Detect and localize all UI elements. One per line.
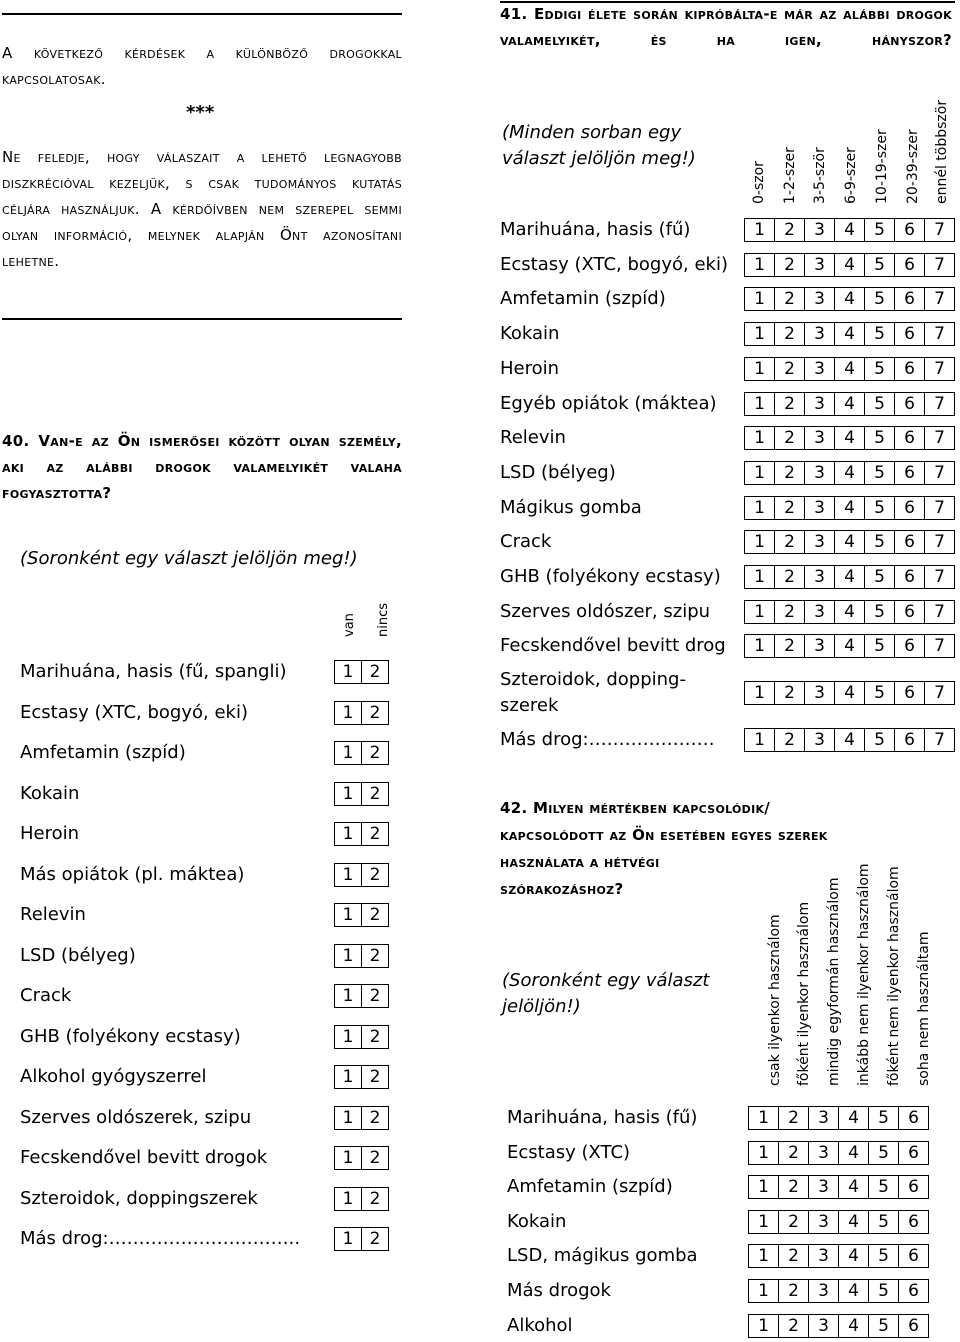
q40-row-label: Crack: [20, 985, 72, 1006]
q41-answer-boxes: [745, 357, 955, 381]
q40-row-label: Szerves oldószerek, szipu: [20, 1106, 252, 1128]
q41-option-box[interactable]: 3: [804, 426, 835, 450]
q41-option-box[interactable]: 6: [894, 218, 925, 242]
q41-option-box[interactable]: 1: [744, 634, 775, 658]
q42-option-box[interactable]: 1: [748, 1314, 779, 1338]
q40-option-box[interactable]: 1: [334, 984, 362, 1008]
q41-option-box[interactable]: 1: [744, 287, 775, 311]
q42-col-header: inkább nem ilyenkor használom: [856, 863, 872, 1086]
q41-option-box[interactable]: 6: [894, 426, 925, 450]
q40-row-label: Alkohol gyógyszerrel: [20, 1066, 207, 1087]
q40-option-box[interactable]: 1: [334, 822, 362, 846]
q40-row-label: Fecskendővel bevitt drogok: [20, 1147, 268, 1168]
q41-option-box[interactable]: 4: [834, 634, 865, 658]
q42-option-box[interactable]: 6: [898, 1314, 929, 1338]
q40-answer-boxes: [335, 944, 389, 968]
intro-heading: A következő kérdések a különböző drogokkal kapcsolatosak.: [2, 44, 402, 88]
q41-option-box[interactable]: 6: [894, 565, 925, 589]
q41-option-box[interactable]: 1: [744, 392, 775, 416]
q41-answer-boxes: [745, 392, 955, 416]
q41-option-box[interactable]: 2: [774, 728, 805, 752]
q42-option-box[interactable]: 1: [748, 1244, 779, 1268]
q42-option-box[interactable]: 2: [778, 1279, 809, 1303]
q42-option-box[interactable]: 6: [898, 1210, 929, 1234]
q41-option-box[interactable]: 4: [834, 530, 865, 554]
q40-answer-boxes: [335, 782, 389, 806]
q41-option-box[interactable]: 7: [924, 322, 955, 346]
q42-option-box[interactable]: 3: [808, 1279, 839, 1303]
q41-option-box[interactable]: 7: [924, 357, 955, 381]
q40-column-headers: [330, 595, 400, 637]
q40-answer-boxes: [335, 863, 389, 887]
q40-answer-boxes: [335, 701, 389, 725]
q41-row-label: Heroin: [500, 357, 560, 379]
q41-answer-boxes: [745, 681, 955, 705]
q42-answer-boxes: [749, 1210, 929, 1234]
privacy-notice: Ne feledje, hogy válaszait a lehető legnagyobb diszkrécióval kezeljük, s csak tudományos kutatás céljára használjuk. A kérdőívben nem szerepel semmi olyan információ, melynek alapján Önt azonosítani lehetne.: [2, 148, 402, 270]
q41-option-box[interactable]: 2: [774, 461, 805, 485]
q41-option-box[interactable]: 7: [924, 600, 955, 624]
q40-number: 40.: [2, 432, 30, 450]
q42-answer-boxes: [749, 1314, 929, 1338]
q42-instruction-line-2: jelöljön!): [502, 996, 581, 1017]
q40-text: Van-e az Ön ismerősei között olyan személy, aki az alábbi drogok valamelyikét valaha fogyasztotta?: [2, 432, 402, 502]
q40-row-label: GHB (folyékony ecstasy): [20, 1025, 241, 1047]
q42-option-box[interactable]: 4: [838, 1141, 869, 1165]
q41-option-box[interactable]: 2: [774, 357, 805, 381]
q41-option-box[interactable]: 6: [894, 461, 925, 485]
q40-row-label: Marihuána, hasis (fű, spangli): [20, 661, 287, 682]
q42-option-box[interactable]: 5: [868, 1314, 899, 1338]
q41-option-box[interactable]: 1: [744, 565, 775, 589]
q40-row-label: Ecstasy (XTC, bogyó, eki): [20, 701, 248, 723]
q41-option-box[interactable]: 1: [744, 357, 775, 381]
q41-option-box[interactable]: 5: [864, 728, 895, 752]
q42-option-box[interactable]: 3: [808, 1244, 839, 1268]
q41-option-box[interactable]: 6: [894, 728, 925, 752]
q41-option-box[interactable]: 7: [924, 530, 955, 554]
q40-option-box[interactable]: 2: [361, 822, 389, 846]
q41-option-box[interactable]: 6: [894, 600, 925, 624]
q42-line-1: Milyen mértékben kapcsolódik/: [533, 799, 771, 817]
q41-option-box[interactable]: 4: [834, 392, 865, 416]
q40-option-box[interactable]: 2: [361, 1025, 389, 1049]
top-rule-left: [2, 13, 402, 15]
q41-option-box[interactable]: 5: [864, 253, 895, 277]
q42-option-box[interactable]: 2: [778, 1175, 809, 1199]
q41-option-box[interactable]: 7: [924, 496, 955, 520]
q41-row-label: Crack: [500, 531, 552, 553]
q42-option-box[interactable]: 5: [868, 1141, 899, 1165]
q41-option-box[interactable]: 5: [864, 634, 895, 658]
q42-option-box[interactable]: 6: [898, 1244, 929, 1268]
q41-option-box[interactable]: 6: [894, 392, 925, 416]
q41-option-box[interactable]: 1: [744, 461, 775, 485]
q40-answer-boxes: [335, 741, 389, 765]
q41-option-box[interactable]: 7: [924, 565, 955, 589]
q42-option-box[interactable]: 1: [748, 1175, 779, 1199]
q40-option-box[interactable]: 2: [361, 1106, 389, 1130]
q41-answer-boxes: [745, 218, 955, 242]
q40-answer-boxes: [335, 660, 389, 684]
q41-option-box[interactable]: 5: [864, 600, 895, 624]
q41-option-box[interactable]: 7: [924, 681, 955, 705]
q42-row-label: Más drogok: [507, 1280, 611, 1301]
q41-col-header: 6-9-szer: [843, 147, 859, 204]
q42-option-box[interactable]: 3: [808, 1210, 839, 1234]
q42-option-box[interactable]: 5: [868, 1244, 899, 1268]
q41-answer-boxes: [745, 287, 955, 311]
q40-option-box[interactable]: 1: [334, 1187, 362, 1211]
q40-option-box[interactable]: 2: [361, 660, 389, 684]
q41-option-box[interactable]: 4: [834, 496, 865, 520]
q41-col-header: 1-2-szer: [782, 147, 798, 204]
q40-answer-boxes: [335, 822, 389, 846]
q42-option-box[interactable]: 4: [838, 1244, 869, 1268]
q41-option-box[interactable]: 1: [744, 600, 775, 624]
q41-answer-boxes: [745, 565, 955, 589]
q41-option-box[interactable]: 1: [744, 530, 775, 554]
q41-option-box[interactable]: 7: [924, 218, 955, 242]
q41-option-box[interactable]: 3: [804, 565, 835, 589]
q40-answer-boxes: [335, 1065, 389, 1089]
q41-answer-boxes: [745, 322, 955, 346]
q42-row-label: LSD, mágikus gomba: [507, 1245, 698, 1267]
q41-option-box[interactable]: 3: [804, 392, 835, 416]
q42-option-box[interactable]: 1: [748, 1279, 779, 1303]
q41-option-box[interactable]: 2: [774, 392, 805, 416]
q41-option-box[interactable]: 3: [804, 218, 835, 242]
q40-option-box[interactable]: 2: [361, 944, 389, 968]
q42-option-box[interactable]: 6: [898, 1175, 929, 1199]
q40-option-box[interactable]: 2: [361, 863, 389, 887]
intro-bottom-rule: [2, 318, 402, 320]
q41-row-label: Relevin: [500, 427, 566, 449]
q41-option-box[interactable]: 3: [804, 530, 835, 554]
q41-option-box[interactable]: 4: [834, 426, 865, 450]
q41-option-box[interactable]: 5: [864, 322, 895, 346]
q40-row-label: Más drog:…………………………..: [20, 1228, 301, 1249]
q41-question: [500, 1, 952, 53]
q41-option-box[interactable]: 6: [894, 287, 925, 311]
q41-row-label: GHB (folyékony ecstasy): [500, 566, 721, 587]
q41-answer-boxes: [745, 600, 955, 624]
q42-line-4: szórakozáshoz?: [500, 880, 624, 898]
q41-option-box[interactable]: 5: [864, 565, 895, 589]
q42-row-label: Amfetamin (szpíd): [507, 1176, 673, 1198]
q42-row-label: Kokain: [507, 1210, 567, 1232]
q41-row-label: Mágikus gomba: [500, 496, 642, 518]
q41-option-box[interactable]: 3: [804, 461, 835, 485]
q41-answer-boxes: [745, 530, 955, 554]
q41-row-label: LSD (bélyeg): [500, 461, 616, 483]
q41-option-box[interactable]: 5: [864, 392, 895, 416]
q41-answer-boxes: [745, 634, 955, 658]
q41-option-box[interactable]: 5: [864, 530, 895, 554]
q41-col-header: 0-szor: [751, 161, 767, 204]
q40-row-label: LSD (bélyeg): [20, 944, 136, 966]
q41-option-box[interactable]: 4: [834, 218, 865, 242]
q40-row-label: Más opiátok (pl. máktea): [20, 863, 245, 885]
q41-option-box[interactable]: 2: [774, 253, 805, 277]
q42-option-box[interactable]: 3: [808, 1175, 839, 1199]
q40-option-box[interactable]: 1: [334, 741, 362, 765]
q41-option-box[interactable]: 4: [834, 461, 865, 485]
q41-answer-boxes: [745, 728, 955, 752]
q41-option-box[interactable]: 5: [864, 287, 895, 311]
q40-option-box[interactable]: 2: [361, 1146, 389, 1170]
q41-number: 41.: [500, 5, 528, 23]
q42-option-box[interactable]: 1: [748, 1106, 779, 1130]
q41-option-box[interactable]: 5: [864, 218, 895, 242]
q41-option-box[interactable]: 2: [774, 600, 805, 624]
q41-option-box[interactable]: 6: [894, 357, 925, 381]
q41-option-box[interactable]: 6: [894, 634, 925, 658]
q41-option-box[interactable]: 3: [804, 600, 835, 624]
q41-option-box[interactable]: 2: [774, 322, 805, 346]
q41-option-box[interactable]: 2: [774, 496, 805, 520]
q40-instruction: (Soronként egy választ jelöljön meg!): [20, 548, 358, 569]
q41-option-box[interactable]: 3: [804, 681, 835, 705]
q40-row-label: Kokain: [20, 782, 80, 804]
q41-option-box[interactable]: 1: [744, 728, 775, 752]
q42-col-header: főként ilyenkor használom: [796, 901, 812, 1086]
q41-option-box[interactable]: 7: [924, 634, 955, 658]
q40-answer-boxes: [335, 1025, 389, 1049]
q40-option-box[interactable]: 1: [334, 1065, 362, 1089]
q41-option-box[interactable]: 3: [804, 634, 835, 658]
q41-option-box[interactable]: 7: [924, 728, 955, 752]
q40-row-label: Relevin: [20, 904, 86, 925]
q41-option-box[interactable]: 4: [834, 322, 865, 346]
q42-option-box[interactable]: 5: [868, 1175, 899, 1199]
q40-option-box[interactable]: 1: [334, 660, 362, 684]
q40-option-box[interactable]: 1: [334, 903, 362, 927]
q40-answer-boxes: [335, 984, 389, 1008]
q42-option-box[interactable]: 1: [748, 1210, 779, 1234]
q41-option-box[interactable]: 7: [924, 461, 955, 485]
q42-option-box[interactable]: 5: [868, 1210, 899, 1234]
q40-option-box[interactable]: 1: [334, 701, 362, 725]
q42-col-header: mindig egyformán használom: [826, 877, 842, 1086]
q41-col-header: 20-39-szer: [905, 129, 921, 204]
q42-row-label: Marihuána, hasis (fű): [507, 1107, 698, 1128]
q42-option-box[interactable]: 2: [778, 1141, 809, 1165]
q40-option-box[interactable]: 1: [334, 1227, 362, 1251]
q41-row-label: Szerves oldószer, szipu: [500, 600, 711, 622]
separator-stars: ***: [186, 102, 215, 123]
q41-option-box[interactable]: 5: [864, 496, 895, 520]
q42-row-label: Ecstasy (XTC): [507, 1141, 631, 1163]
q41-col-header: ennél többször: [934, 99, 950, 204]
q41-option-box[interactable]: 3: [804, 287, 835, 311]
q42-answer-boxes: [749, 1141, 929, 1165]
q41-option-box[interactable]: 5: [864, 461, 895, 485]
q42-option-box[interactable]: 4: [838, 1210, 869, 1234]
q41-option-box[interactable]: 4: [834, 600, 865, 624]
q42-instruction: [502, 968, 709, 1020]
q41-option-box[interactable]: 6: [894, 496, 925, 520]
q40-option-box[interactable]: 2: [361, 1227, 389, 1251]
q42-option-box[interactable]: 3: [808, 1314, 839, 1338]
q40-answer-boxes: [335, 1227, 389, 1251]
q42-option-box[interactable]: 4: [838, 1279, 869, 1303]
q42-option-box[interactable]: 2: [778, 1106, 809, 1130]
q41-option-box[interactable]: 4: [834, 728, 865, 752]
q42-option-box[interactable]: 1: [748, 1141, 779, 1165]
q41-row-label: Szteroidok, dopping-: [500, 669, 686, 690]
q41-option-box[interactable]: 3: [804, 357, 835, 381]
q40-answer-boxes: [335, 1187, 389, 1211]
q40-answer-boxes: [335, 903, 389, 927]
q40-answer-boxes: [335, 1106, 389, 1130]
q41-instruction: (Minden sorban egy választ jelöljön meg!): [502, 122, 696, 169]
q41-row-label: Más drog:…………………: [500, 729, 715, 750]
q41-col-header: 3-5-ször: [812, 147, 828, 204]
q40-option-box[interactable]: 1: [334, 782, 362, 806]
q42-option-box[interactable]: 2: [778, 1210, 809, 1234]
q42-option-box[interactable]: 5: [868, 1106, 899, 1130]
q41-option-box[interactable]: 3: [804, 728, 835, 752]
q40-option-box[interactable]: 2: [361, 701, 389, 725]
q40-option-box[interactable]: 1: [334, 944, 362, 968]
q40-option-box[interactable]: 1: [334, 1025, 362, 1049]
q42-option-box[interactable]: 4: [838, 1314, 869, 1338]
q42-option-box[interactable]: 5: [868, 1279, 899, 1303]
q41-option-box[interactable]: 1: [744, 253, 775, 277]
q41-option-box[interactable]: 3: [804, 253, 835, 277]
q42-answer-boxes: [749, 1244, 929, 1268]
q41-option-box[interactable]: 4: [834, 253, 865, 277]
q40-option-box[interactable]: 2: [361, 984, 389, 1008]
q40-option-box[interactable]: 2: [361, 782, 389, 806]
q41-row-label: Egyéb opiátok (máktea): [500, 392, 717, 414]
q41-option-box[interactable]: 5: [864, 681, 895, 705]
q42-option-box[interactable]: 2: [778, 1314, 809, 1338]
q41-option-box[interactable]: 2: [774, 634, 805, 658]
q41-option-box[interactable]: 5: [864, 357, 895, 381]
q42-instruction-line-1: (Soronként egy választ: [502, 970, 710, 991]
q41-option-box[interactable]: 5: [864, 426, 895, 450]
q42-answer-boxes: [749, 1279, 929, 1303]
q41-option-box[interactable]: 2: [774, 565, 805, 589]
q41-answer-boxes: [745, 253, 955, 277]
q42-number: 42.: [500, 799, 528, 817]
q40-option-box[interactable]: 2: [361, 1187, 389, 1211]
q40-option-box[interactable]: 1: [334, 1146, 362, 1170]
q41-col-header: 10-19-szer: [874, 129, 890, 204]
q41-option-box[interactable]: 3: [804, 496, 835, 520]
q40-row-label: Heroin: [20, 823, 80, 844]
q41-answer-boxes: [745, 496, 955, 520]
q41-row-label: Kokain: [500, 323, 560, 345]
q42-option-box[interactable]: 6: [898, 1279, 929, 1303]
q41-option-box[interactable]: 4: [834, 681, 865, 705]
q41-option-box[interactable]: 6: [894, 253, 925, 277]
q40-option-box[interactable]: 2: [361, 903, 389, 927]
q40-col-nincs: nincs: [376, 602, 391, 637]
q40-option-box[interactable]: 2: [361, 741, 389, 765]
q41-option-box[interactable]: 4: [834, 287, 865, 311]
q41-option-box[interactable]: 4: [834, 357, 865, 381]
q41-option-box[interactable]: 1: [744, 322, 775, 346]
q42-col-header: soha nem használtam: [916, 931, 932, 1086]
q41-option-box[interactable]: 2: [774, 681, 805, 705]
q42-question: [500, 795, 910, 903]
q42-option-box[interactable]: 4: [838, 1106, 869, 1130]
q40-question: [2, 428, 402, 506]
q42-col-header: főként nem ilyenkor használom: [886, 866, 902, 1086]
q41-row-label: Marihuána, hasis (fű): [500, 219, 691, 240]
q42-line-2: kapcsolódott az Ön esetében egyes szerek: [500, 826, 828, 844]
q41-answer-boxes: [745, 426, 955, 450]
q41-answer-boxes: [745, 461, 955, 485]
q41-row-label: Ecstasy (XTC, bogyó, eki): [500, 253, 728, 275]
q42-option-box[interactable]: 4: [838, 1175, 869, 1199]
q42-option-box[interactable]: 6: [898, 1106, 929, 1130]
q40-answer-boxes: [335, 1146, 389, 1170]
q40-row-label: Amfetamin (szpíd): [20, 742, 186, 763]
q40-row-label: Szteroidok, doppingszerek: [20, 1187, 258, 1209]
q41-text: Eddigi élete során kipróbálta-e már az alábbi drogok valamelyikét, és ha igen, hányszor?: [500, 5, 952, 49]
q41-option-box[interactable]: 1: [744, 681, 775, 705]
q41-row-label: szerek: [500, 695, 559, 716]
q41-option-box[interactable]: 6: [894, 530, 925, 554]
q41-option-box[interactable]: 2: [774, 287, 805, 311]
q41-option-box[interactable]: 7: [924, 392, 955, 416]
q42-answer-boxes: [749, 1175, 929, 1199]
q41-option-box[interactable]: 1: [744, 426, 775, 450]
q41-option-box[interactable]: 7: [924, 253, 955, 277]
q41-option-box[interactable]: 2: [774, 218, 805, 242]
q42-option-box[interactable]: 3: [808, 1141, 839, 1165]
q42-row-label: Alkohol: [507, 1314, 573, 1336]
q41-option-box[interactable]: 2: [774, 426, 805, 450]
q41-option-box[interactable]: 6: [894, 681, 925, 705]
q42-col-header: csak ilyenkor használom: [767, 914, 783, 1086]
q42-answer-boxes: [749, 1106, 929, 1130]
q41-option-box[interactable]: 1: [744, 218, 775, 242]
q40-option-box[interactable]: 2: [361, 1065, 389, 1089]
q42-option-box[interactable]: 3: [808, 1106, 839, 1130]
q41-option-box[interactable]: 1: [744, 496, 775, 520]
q41-option-box[interactable]: 7: [924, 426, 955, 450]
q41-row-label: Fecskendővel bevitt drog: [500, 635, 726, 657]
q41-option-box[interactable]: 4: [834, 565, 865, 589]
q40-col-van: van: [342, 613, 357, 637]
q41-option-box[interactable]: 2: [774, 530, 805, 554]
q41-option-box[interactable]: 3: [804, 322, 835, 346]
q41-row-label: Amfetamin (szpíd): [500, 288, 666, 310]
q42-line-3: használata a hétvégi: [500, 853, 660, 871]
q42-option-box[interactable]: 6: [898, 1141, 929, 1165]
q40-option-box[interactable]: 1: [334, 863, 362, 887]
q40-option-box[interactable]: 1: [334, 1106, 362, 1130]
q41-option-box[interactable]: 7: [924, 287, 955, 311]
q41-option-box[interactable]: 6: [894, 322, 925, 346]
q42-option-box[interactable]: 2: [778, 1244, 809, 1268]
